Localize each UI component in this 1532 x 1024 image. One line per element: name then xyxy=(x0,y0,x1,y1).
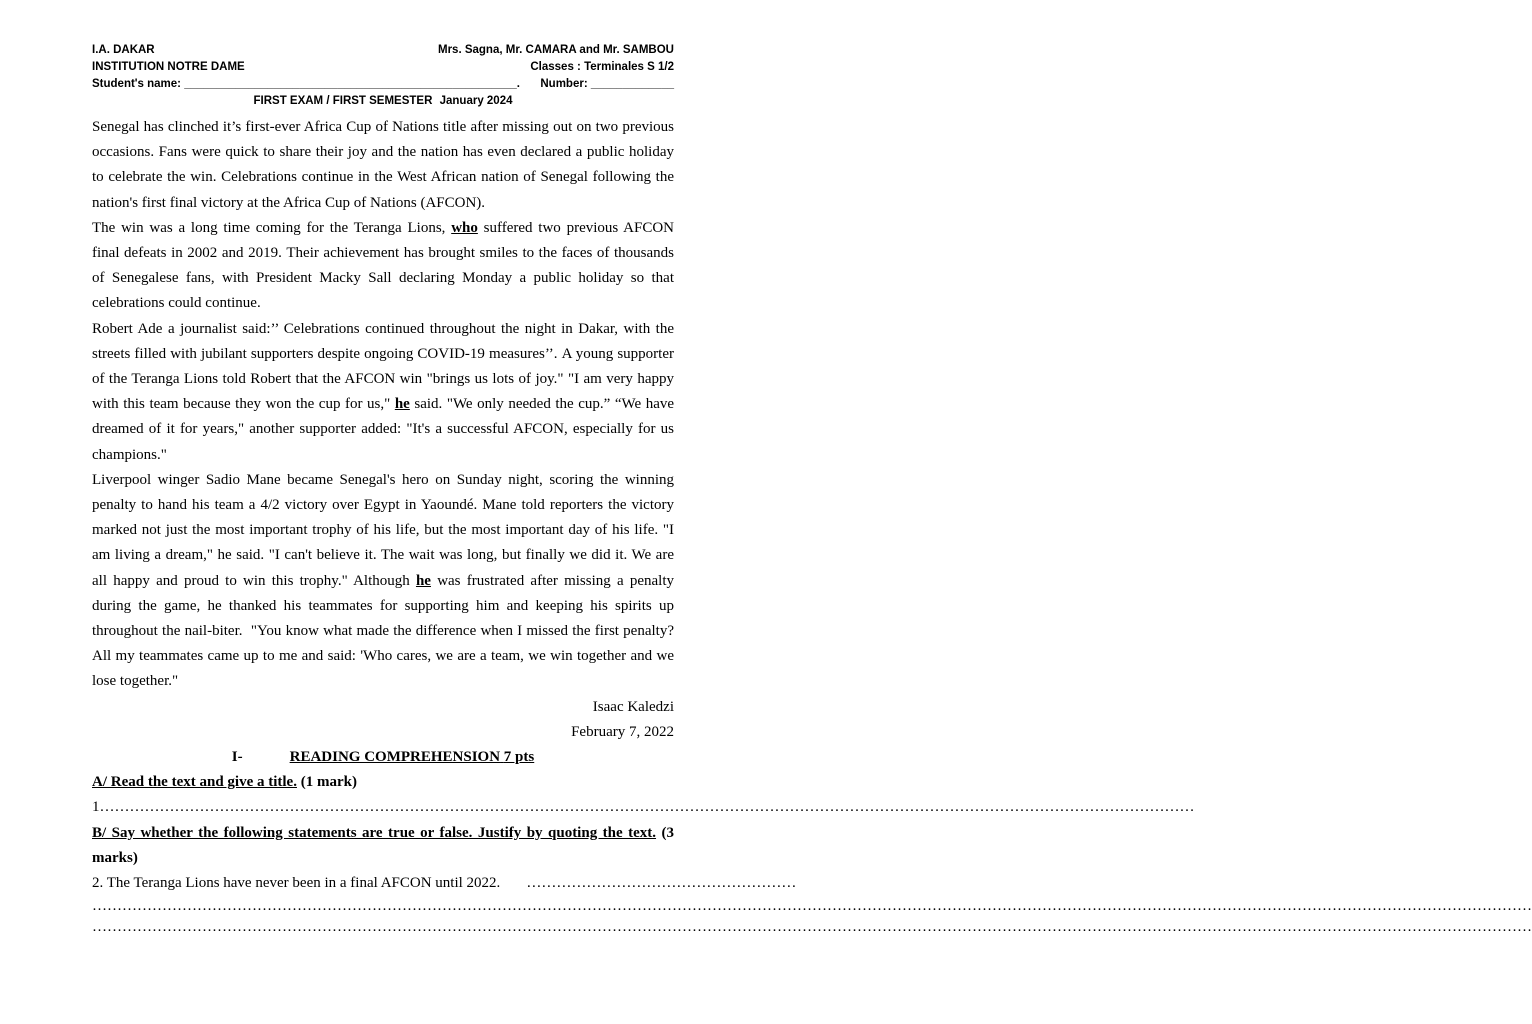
paragraph-2-text-b: suffered two previous AFCON final defeats in 2002 and 2019. Their achievement has brought smiles to the faces of thousands of Senegalese fans, with President Macky Sall declaring Monday a public holiday so that celebrations could continue. xyxy=(92,219,675,312)
school-district: I.A. DAKAR xyxy=(92,44,155,56)
question-b-marks: (3 marks) xyxy=(92,824,674,866)
section-points: 7 pts xyxy=(503,749,535,766)
exam-date: January 2024 xyxy=(439,95,513,107)
student-number-field: Number: _____________ xyxy=(540,78,674,90)
question-a-title: A/ Read the text and give a title. xyxy=(92,774,297,791)
question-a xyxy=(92,770,674,795)
article-date: February 7, 2022 xyxy=(571,723,674,740)
statement-2 xyxy=(92,871,797,896)
paragraph-3 xyxy=(92,317,674,468)
statement-2-answer-dots: ……………………………………………… xyxy=(526,875,797,892)
justification-line-1: ……………………………………………………………………………………………………………………………………………………………………………………………………………………………………………………………… xyxy=(92,898,1532,915)
author: Isaac Kaledzi xyxy=(592,698,674,715)
paragraph-4-text-b: was frustrated after missing a penalty during the game, he thanked his teammates for supporting him and keeping his spirits up throughout the nail-biter. "You know what made the difference when I missed the first penalty? All my teammates came up to me and said: 'Who cares, we are a team, we win together and we lose together." xyxy=(92,572,675,690)
question-a-marks: (1 mark) xyxy=(300,774,357,791)
exam-header xyxy=(92,42,674,110)
section-number: I- xyxy=(231,749,243,766)
paragraph-3-text-b: said. "We only needed the cup.” “We have dreamed of it for years," another supporter added: "It's a successful AFCON, especially for us champions." xyxy=(92,396,675,463)
paragraph-4-text-a: Liverpool winger Sadio Mane became Senegal's hero on Sunday night, scoring the winning penalty to hand his team a 4/2 victory over Egypt in Yaoundé. Mane told reporters the victory marked not just the most important trophy of his life, but the most important day of his life. "I am living a dream," he said. "I can't believe it. The wait was long, but finally we did it. We are all happy and proud to win this trophy." Although xyxy=(92,471,674,589)
paragraph-2-text-a: The win was a long time coming for the Teranga Lions, xyxy=(92,219,446,236)
institution: INSTITUTION NOTRE DAME xyxy=(92,61,245,73)
paragraph-1-text: Senegal has clinched it’s first-ever Africa Cup of Nations title after missing out on two previous occasions. Fans were quick to share their joy and the nation has even declared a public holiday to celebrate the win. Celebrations continue in the West African nation of Senegal following the nation's first final victory at the Africa Cup of Nations (AFCON). xyxy=(92,119,674,211)
header-row-1 xyxy=(92,42,674,59)
paragraph-3-text-a: Robert Ade a journalist said:’’ Celebrations continued throughout the night in Dakar, with the streets filled with jubilant supporters despite ongoing COVID-19 measures’’. A young supporter of the Teranga Lions told Robert that the AFCON win "brings us lots of joy." "I am very happy with this team because they won the cup for us," xyxy=(92,320,674,413)
header-row-3 xyxy=(92,76,674,93)
paragraph-1 xyxy=(92,115,674,216)
paragraph-4 xyxy=(92,468,674,695)
justification-line-2: ……………………………………………………………………………………………………………………………………………………………………………………………………………………………………………………………… xyxy=(92,919,1532,936)
underlined-word-who: who xyxy=(451,219,478,236)
question-b-title: B/ Say whether the following statements are true or false. Justify by quoting the text. xyxy=(92,824,657,841)
exam-body xyxy=(92,115,1532,938)
teachers: Mrs. Sagna, Mr. CAMARA and Mr. SAMBOU xyxy=(438,44,674,56)
header-row-2 xyxy=(92,59,674,76)
classes: Classes : Terminales S 1/2 xyxy=(530,61,674,73)
statement-2-text: 2. The Teranga Lions have never been in a final AFCON until 2022. xyxy=(92,875,501,892)
exam-title xyxy=(92,93,674,110)
section-title xyxy=(92,745,674,770)
underlined-word-he-2: he xyxy=(415,572,431,589)
student-name-field: Student's name: ____________________________________________________. xyxy=(92,78,520,90)
section-name: READING COMPREHENSION xyxy=(289,749,501,766)
exam-name: FIRST EXAM / FIRST SEMESTER xyxy=(253,95,433,107)
paragraph-2 xyxy=(92,216,674,317)
underlined-word-he-1: he xyxy=(394,396,410,413)
question-b xyxy=(92,821,674,871)
question-a-answer-line: 1………………………………………………………………………………………………………………………………………………………………………………………………… xyxy=(92,799,1195,816)
